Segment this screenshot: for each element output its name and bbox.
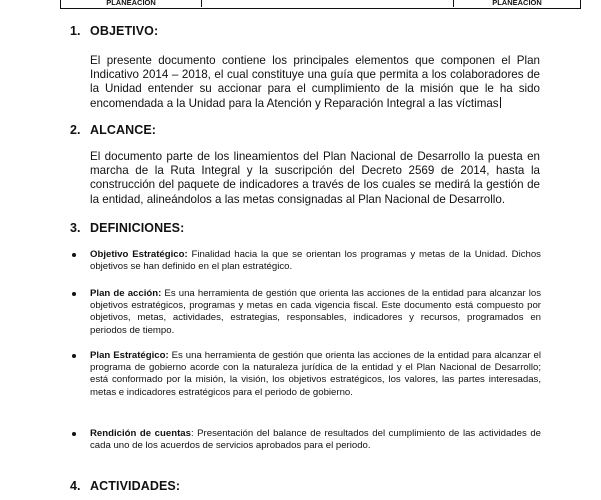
definition-plan-estrategico[interactable]	[90, 350, 541, 399]
header-cell-left: PLANEACION	[106, 0, 156, 7]
definition-text: Es una herramienta de gestión que orienta las acciones de la entidad para alcanzar el programa de gobierno acorde con la naturaleza jurídica de la entidad y el Plan Nacional de Desarrollo; está conformado por la misión, la visión, los objetivos estratégicos, los valores, las partes interesadas, metas e indicadores estratégicos para el periodo de gobierno.	[90, 350, 542, 398]
section-heading-definiciones	[70, 221, 184, 235]
section-heading-actividades	[70, 479, 180, 493]
document-header-table	[60, 0, 581, 9]
section-title: DEFINICIONES:	[90, 221, 185, 235]
header-cell-center	[201, 0, 453, 7]
section-number: 2.	[70, 123, 81, 137]
definition-text: Finalidad hacia la que se orientan los programas y metas de la Unidad. Dichos objetivos se han definido en el plan estratégico.	[90, 249, 541, 273]
section-number: 4.	[70, 479, 81, 493]
definition-term: Objetivo Estratégico:	[90, 249, 188, 260]
definition-term: Rendición de cuentas	[90, 428, 191, 439]
section-title: ALCANCE:	[90, 123, 157, 137]
section-title: ACTIVIDADES:	[90, 479, 181, 493]
definition-objetivo-estrategico[interactable]	[90, 249, 541, 273]
section-heading-objetivo	[70, 24, 158, 38]
definition-text: : Presentación del balance de resultados del cumplimiento de las actividades de cada uno de los acuerdos de servicios aprobados para el periodo.	[90, 428, 541, 452]
section-number: 1.	[70, 24, 81, 38]
section-title: OBJETIVO:	[90, 24, 159, 38]
section-number: 3.	[70, 221, 81, 235]
bullet-icon	[72, 292, 76, 296]
alcance-paragraph[interactable]: El documento parte de los lineamientos del Plan Nacional de Desarrollo la puesta en marcha de la Ruta Integral y la suscripción del Decreto 2569 de 2014, hasta la construcción del paquete de indicadores a través de los cuales se medirá la gestión de la entidad, alineándolos a las metas consignadas al Plan Nacional de Desarrollo.	[90, 150, 540, 206]
section-heading-alcance	[70, 123, 156, 137]
definition-text: Es una herramienta de gestión que orienta las acciones de la entidad para alcanzar los objetivos estratégicos, programas y metas en cada vigencia fiscal. Este documento está compuesto por objetivos, metas, actividades, estrategias, responsables, indicadores y recursos, programados en periodos de tiempo.	[90, 288, 541, 336]
definition-rendicion-de-cuentas[interactable]	[90, 428, 541, 452]
bullet-icon	[72, 253, 76, 257]
header-cell-right: PLANEACION	[453, 0, 580, 7]
definition-plan-de-accion[interactable]	[90, 288, 541, 337]
bullet-icon	[72, 432, 76, 436]
definition-term: Plan Estratégico:	[90, 350, 169, 361]
bullet-icon	[72, 354, 76, 358]
definition-term: Plan de acción:	[90, 288, 162, 299]
objetivo-paragraph[interactable]: El presente documento contiene los principales elementos que componen el Plan Indicativo 2014 – 2018, el cual constituye una guía que permita a los colaboradores de la Unidad entender su accionar para el cumplimiento de la misión que le ha sido encomendada a la Unidad para la Atención y Reparación Integral a las víctimas	[90, 54, 540, 110]
